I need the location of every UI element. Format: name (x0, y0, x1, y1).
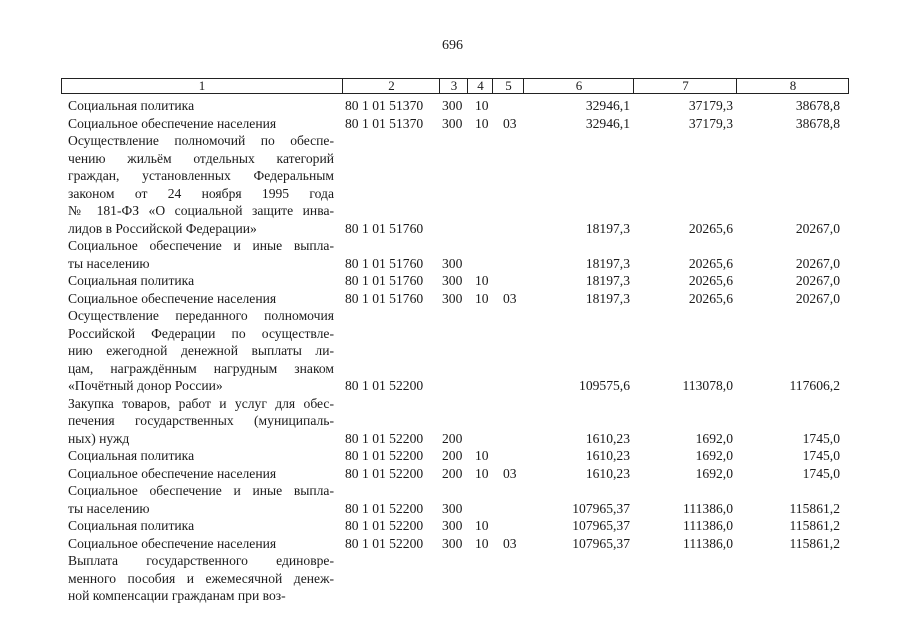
page-number: 696 (442, 38, 463, 53)
table-row (0, 132, 905, 237)
row-value-col6: 32946,1 (585, 98, 630, 113)
table-row (0, 482, 905, 517)
row-name-line: ты населению (68, 500, 150, 516)
row-name-line: ных) нужд (68, 430, 130, 446)
row-section: 10 (475, 98, 489, 113)
row-value-col8: 38678,8 (795, 98, 840, 113)
table-row (0, 272, 905, 290)
row-value-col8: 115861,2 (789, 518, 840, 533)
row-name-line: ты населению (68, 255, 150, 271)
header-col-5: 5 (492, 79, 524, 93)
row-value-col7: 37179,3 (688, 98, 733, 113)
table-row (0, 395, 905, 448)
row-name-line: печения государственных (муниципаль- (68, 413, 334, 428)
row-section: 10 (475, 518, 489, 533)
row-name-line: Социальное обеспечение и иные выпла- (68, 483, 334, 498)
row-value-col7: 113078,0 (682, 378, 733, 393)
row-value-col8: 20267,0 (795, 290, 840, 306)
row-subsection: 03 (503, 290, 517, 306)
table-row (0, 97, 905, 115)
row-expense-type: 200 (442, 448, 463, 463)
header-col-3: 3 (439, 79, 468, 93)
row-section: 10 (475, 448, 489, 463)
header-col-1: 1 (198, 78, 206, 93)
table-header (61, 78, 849, 94)
row-name-line: менного пособия и ежемесячной денеж- (68, 570, 334, 586)
row-value-col7: 1692,0 (695, 448, 733, 463)
row-value-col7: 20265,6 (688, 273, 733, 288)
row-value-col8: 20267,0 (795, 273, 840, 288)
row-code: 80 1 01 51760 (345, 255, 424, 271)
row-code: 80 1 01 52200 (345, 430, 424, 446)
row-expense-type: 300 (442, 98, 463, 113)
row-name-line: чению жильём отдельных категорий (68, 150, 334, 166)
row-value-col8: 1745,0 (802, 448, 840, 463)
row-name-line: Осуществление полномочий по обеспе- (68, 133, 334, 148)
row-code: 80 1 01 51760 (345, 220, 424, 236)
row-value-col7: 20265,6 (688, 255, 733, 271)
header-col-6: 6 (523, 79, 634, 93)
row-value-col6: 18197,3 (585, 290, 630, 306)
row-name-line: Социальная политика (68, 518, 195, 533)
row-name-line: ной компенсации гражданам при воз- (68, 588, 286, 603)
row-code: 80 1 01 51370 (345, 98, 424, 113)
row-value-col8: 1745,0 (802, 465, 840, 481)
row-value-col8: 38678,8 (795, 115, 840, 131)
row-value-col7: 20265,6 (688, 290, 733, 306)
table-row (0, 517, 905, 535)
row-section: 10 (475, 115, 489, 131)
row-code: 80 1 01 51760 (345, 273, 424, 288)
row-subsection: 03 (503, 465, 517, 481)
row-value-col8: 117606,2 (789, 378, 840, 393)
row-expense-type: 300 (442, 273, 463, 288)
row-code: 80 1 01 51370 (345, 115, 424, 131)
row-value-col8: 1745,0 (802, 430, 840, 446)
row-name (68, 447, 334, 465)
row-name-line: законом от 24 ноября 1995 года (68, 185, 334, 201)
row-value-col7: 1692,0 (695, 430, 733, 446)
row-code: 80 1 01 52200 (345, 535, 424, 551)
row-name-line: Социальная политика (68, 448, 195, 463)
row-expense-type: 300 (442, 518, 463, 533)
row-name-line: Социальное обеспечение населения (68, 290, 277, 306)
row-name-line: Социальное обеспечение и иные выпла- (68, 238, 334, 253)
table-row (0, 465, 905, 483)
table-row (0, 307, 905, 395)
row-name (68, 290, 334, 308)
row-name (68, 307, 334, 395)
row-subsection: 03 (503, 535, 517, 551)
row-code: 80 1 01 52200 (345, 465, 424, 481)
row-name-line: Осуществление переданного полномочия (68, 308, 334, 323)
row-name (68, 535, 334, 553)
row-name-line: № 181-ФЗ «О социальной защите инва- (68, 203, 334, 218)
row-code: 80 1 01 52200 (345, 448, 424, 463)
row-value-col6: 1610,23 (585, 430, 630, 446)
row-expense-type: 300 (442, 255, 463, 271)
header-col-2: 2 (342, 79, 440, 93)
row-section: 10 (475, 465, 489, 481)
row-expense-type: 200 (442, 465, 463, 481)
row-value-col6: 18197,3 (585, 273, 630, 288)
row-code: 80 1 01 52200 (345, 500, 424, 516)
row-section: 10 (475, 535, 489, 551)
row-section: 10 (475, 273, 489, 288)
row-value-col6: 107965,37 (572, 518, 630, 533)
row-name-line: граждан, установленных Федеральным (68, 168, 334, 183)
row-name-line: Социальная политика (68, 98, 195, 113)
row-value-col6: 107965,37 (572, 500, 630, 516)
row-value-col8: 115861,2 (789, 500, 840, 516)
row-value-col7: 111386,0 (683, 500, 733, 516)
row-name-line: «Почётный донор России» (68, 378, 223, 393)
row-expense-type: 300 (442, 115, 463, 131)
row-name (68, 272, 334, 290)
row-name-line: Социальное обеспечение населения (68, 535, 277, 551)
row-name (68, 395, 334, 448)
row-expense-type: 300 (442, 500, 463, 516)
table-row (0, 237, 905, 272)
row-name-line: нию ежегодной денежной выплаты ли- (68, 343, 334, 358)
row-value-col7: 37179,3 (688, 115, 733, 131)
table-row (0, 552, 905, 605)
row-name-line: Социальное обеспечение населения (68, 465, 277, 481)
row-name (68, 115, 334, 133)
header-col-4: 4 (467, 79, 493, 93)
row-code: 80 1 01 52200 (345, 518, 424, 533)
table-row (0, 290, 905, 308)
row-name (68, 482, 334, 517)
row-name (68, 552, 334, 605)
row-name-line: Социальное обеспечение населения (68, 115, 277, 131)
row-subsection: 03 (503, 115, 517, 131)
row-value-col8: 20267,0 (795, 220, 840, 236)
row-value-col7: 1692,0 (695, 465, 733, 481)
row-expense-type: 200 (442, 430, 463, 446)
row-value-col7: 111386,0 (683, 535, 733, 551)
row-name (68, 517, 334, 535)
row-code: 80 1 01 52200 (345, 378, 424, 393)
row-expense-type: 300 (442, 535, 463, 551)
row-value-col8: 20267,0 (795, 255, 840, 271)
row-name (68, 237, 334, 272)
row-value-col7: 20265,6 (688, 220, 733, 236)
table-body (0, 97, 905, 605)
row-name-line: Социальная политика (68, 273, 195, 288)
row-section: 10 (475, 290, 489, 306)
row-expense-type: 300 (442, 290, 463, 306)
header-col-7: 7 (633, 79, 737, 93)
row-name-line: Выплата государственного единовре- (68, 553, 334, 568)
row-value-col6: 1610,23 (585, 465, 630, 481)
row-name-line: Закупка товаров, работ и услуг для обес- (68, 395, 334, 411)
table-row (0, 535, 905, 553)
row-name-line: лидов в Российской Федерации» (68, 220, 257, 236)
row-value-col6: 109575,6 (579, 378, 630, 393)
table-row (0, 447, 905, 465)
row-value-col7: 111386,0 (683, 518, 733, 533)
row-name (68, 97, 334, 115)
row-value-col6: 18197,3 (585, 220, 630, 236)
row-code: 80 1 01 51760 (345, 290, 424, 306)
header-col-8: 8 (736, 79, 849, 93)
row-value-col6: 18197,3 (585, 255, 630, 271)
row-name-line: цам, награждённым нагрудным знаком (68, 360, 334, 376)
row-value-col6: 32946,1 (585, 115, 630, 131)
row-value-col6: 1610,23 (585, 448, 630, 463)
row-value-col8: 115861,2 (789, 535, 840, 551)
table-row (0, 115, 905, 133)
row-name (68, 465, 334, 483)
row-value-col6: 107965,37 (572, 535, 630, 551)
row-name-line: Российской Федерации по осуществле- (68, 325, 334, 341)
row-name (68, 132, 334, 237)
